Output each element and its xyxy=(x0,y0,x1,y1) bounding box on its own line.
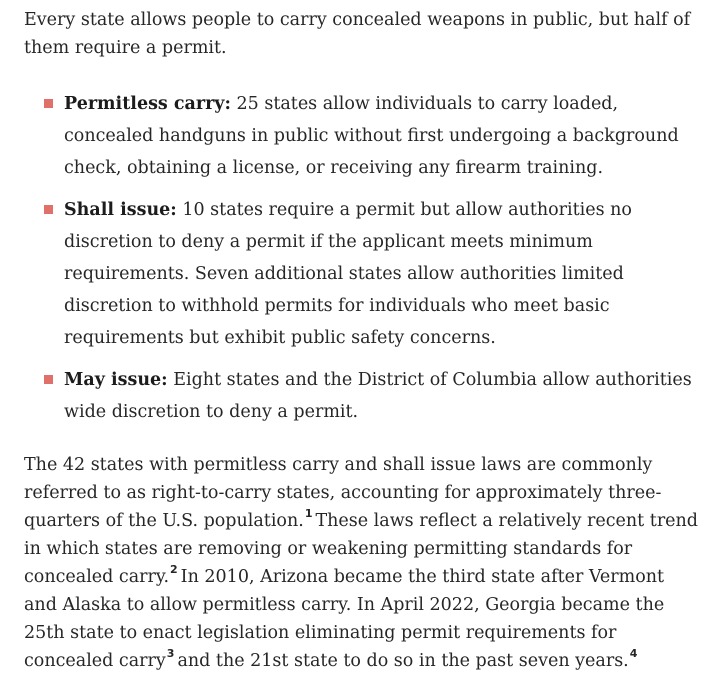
bullet-text: 10 states require a permit but allow authorities no discretion to deny a permit if the applicant meets minimum requirements. Seven additional states allow authorities limited discretion to withhold permits for individuals who meet basic requirements but exhibit public safety concerns. xyxy=(64,200,632,348)
bullet-term: Shall issue: xyxy=(64,200,177,220)
bullet-square-icon xyxy=(44,99,53,108)
intro-paragraph: Every state allows people to carry concealed weapons in public, but half of them require a permit. xyxy=(24,10,691,58)
list-item-shall-issue xyxy=(0,194,724,354)
bullet-square-icon xyxy=(44,375,53,384)
summary-paragraph xyxy=(24,451,700,675)
bullet-term: Permitless carry: xyxy=(64,94,231,114)
bullet-term: May issue: xyxy=(64,370,168,390)
footnote-link-1[interactable]: 1 xyxy=(304,507,313,520)
permit-types-list xyxy=(0,88,724,438)
list-item-may-issue xyxy=(0,364,724,428)
footnote-link-3[interactable]: 3 xyxy=(166,647,175,660)
summary-sentence-2: These laws reflect a relatively recent trend in which states are removing or weakening permitting standards for concealed carry. xyxy=(24,511,699,587)
list-item-permitless-carry xyxy=(0,88,724,184)
bullet-text: Eight states and the District of Columbia allow authorities wide discretion to deny a permit. xyxy=(64,370,692,422)
bullet-square-icon xyxy=(44,205,53,214)
summary-sentence-4: and the 21st state to do so in the past seven years. xyxy=(177,651,629,671)
footnote-link-2[interactable]: 2 xyxy=(170,563,178,576)
summary-sentence-1: The 42 states with permitless carry and shall issue laws are commonly referred to as right-to-carry states, accounting for approximately three-quarters of the U.S. population. xyxy=(24,455,662,531)
summary-sentence-3: In 2010, Arizona became the third state after Vermont and Alaska to allow permitless carry. In April 2022, Georgia became the 25th state to enact legislation eliminating permit requirements for concealed carry xyxy=(24,567,665,671)
footnote-link-4[interactable]: 4 xyxy=(629,647,638,660)
bullet-text: 25 states allow individuals to carry loaded, concealed handguns in public without first undergoing a background check, obtaining a license, or receiving any firearm training. xyxy=(64,94,679,178)
